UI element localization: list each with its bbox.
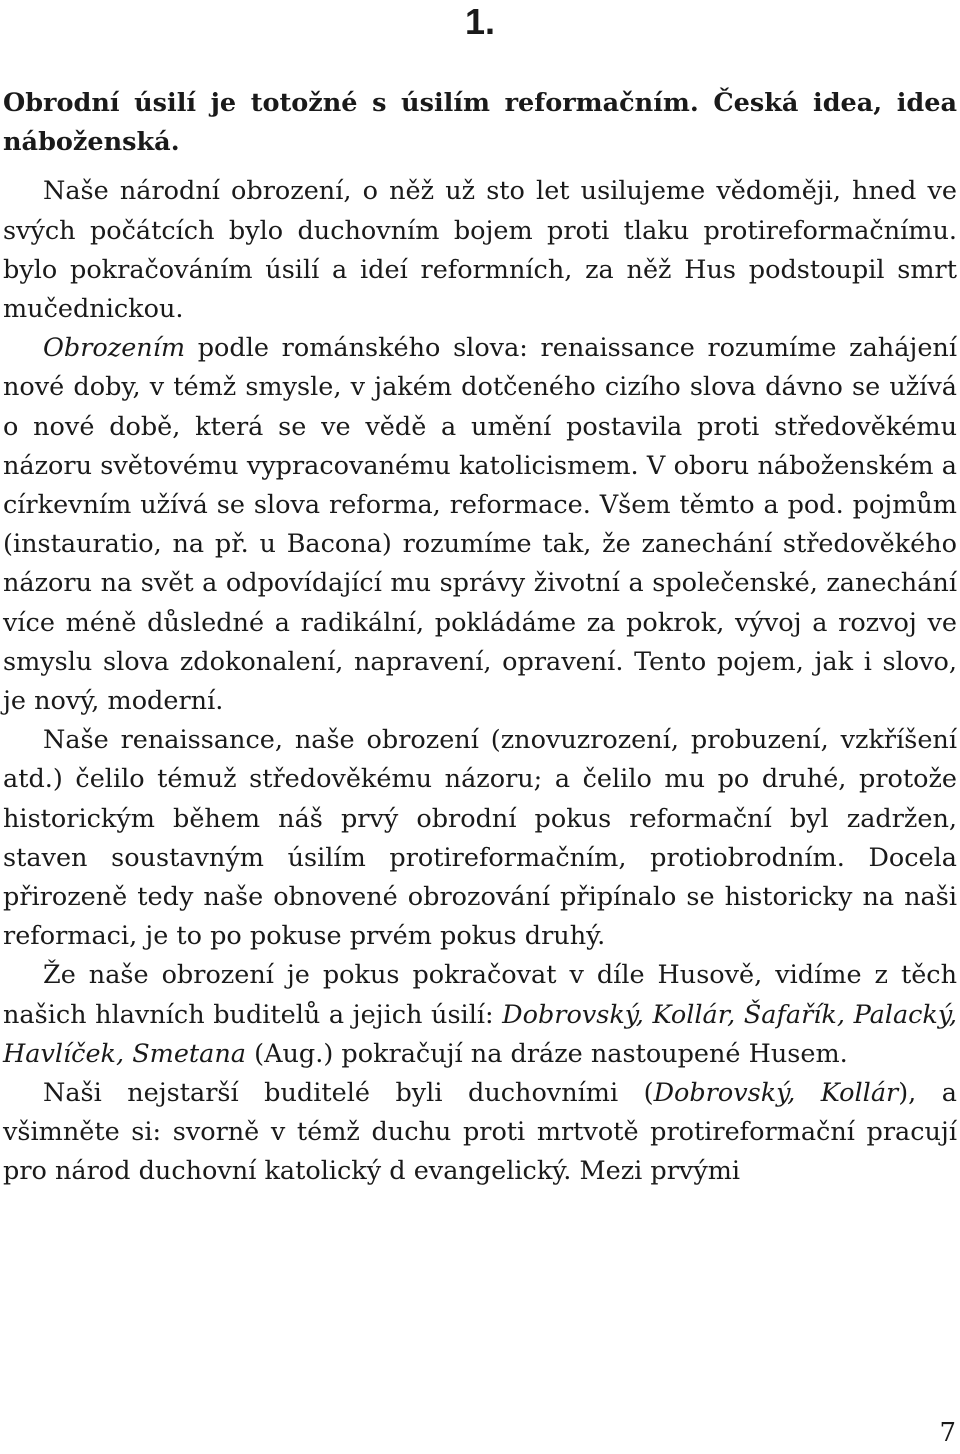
paragraph-5-italic-names: Dobrovský, Kollár — [653, 1078, 899, 1109]
paragraph-3 — [3, 721, 957, 956]
paragraph-2-text: podle románského slova: renaissance rozumíme zahájení nové doby, v témž smysle, v jakém dotčeného cizího slova dávno se užívá o nové době, která se ve vědě a umění postavila proti středověkému názoru světovému vypracovanému katolicismem. V oboru náboženském a církevním užívá se slova reforma, reformace. Všem těmto a pod. pojmům (instauratio, na př. u Bacona) rozumíme tak, že zanechání středověkého názoru na svět a odpovídající mu správy životní a společenské, zanechání více méně důsledné a radikální, pokládáme za pokrok, vývoj a rozvoj ve smyslu slova zdokonalení, napravení, opravení. Tento pojem, jak i slovo, je nový, moderní. — [3, 333, 957, 717]
paragraph-5-text-start: Naši nejstarší buditelé byli duchovními ( — [43, 1078, 654, 1109]
paragraph-4 — [3, 956, 957, 1074]
paragraph-4-text-end: (Aug.) pokračují na dráze nastoupené Husem. — [246, 1038, 848, 1069]
page-number: 7 — [939, 1418, 956, 1448]
paragraph-3-text: Naše renaissance, naše obrození (znovuzrození, probuzení, vzkříšení atd.) čelilo témuž středověkému názoru; a čelilo mu po druhé, protože historickým během náš prvý obrodní pokus reformační byl zadržen, staven soustavným úsilím protireformačním, protiobrodním. Docela přirozeně tedy naše obnovené obrozování připínalo se historicky na naši reformaci, je to po pokuse prvém pokus druhý. — [3, 725, 957, 952]
paragraph-4-italic-names: Dobrovský, Kollár, Šafařík, Palacký, Havlíček, Smetana — [3, 999, 957, 1069]
paragraph-5-text-end: ), a všimněte si: svorně v témž duchu proti mrtvotě protireformační pracují pro národ duchovní katolický d evangelický. Mezi prvými — [3, 1078, 957, 1187]
chapter-number: 1. — [464, 1, 496, 42]
paragraph-5 — [3, 1074, 957, 1192]
section-heading: Obrodní úsilí je totožné s úsilím reformačním. Česká idea, idea náboženská. — [3, 88, 957, 158]
paragraph-4-text-start: Že naše obrození je pokus pokračovat v díle Husově, vidíme z těch našich hlavních buditelů a jejich úsilí: — [3, 960, 957, 1030]
paragraph-2 — [3, 329, 957, 721]
document-body — [3, 84, 957, 1192]
paragraph-1 — [3, 172, 957, 329]
paragraph-1-text: Naše národní obrození, o něž už sto let usilujeme vědoměji, hned ve svých počátcích bylo duchovním bojem proti tlaku protireformačnímu. bylo pokračováním úsilí a ideí reformních, za něž Hus podstoupil smrt mučednickou. — [3, 176, 957, 325]
paragraph-2-italic-term: Obrozením — [43, 333, 186, 364]
